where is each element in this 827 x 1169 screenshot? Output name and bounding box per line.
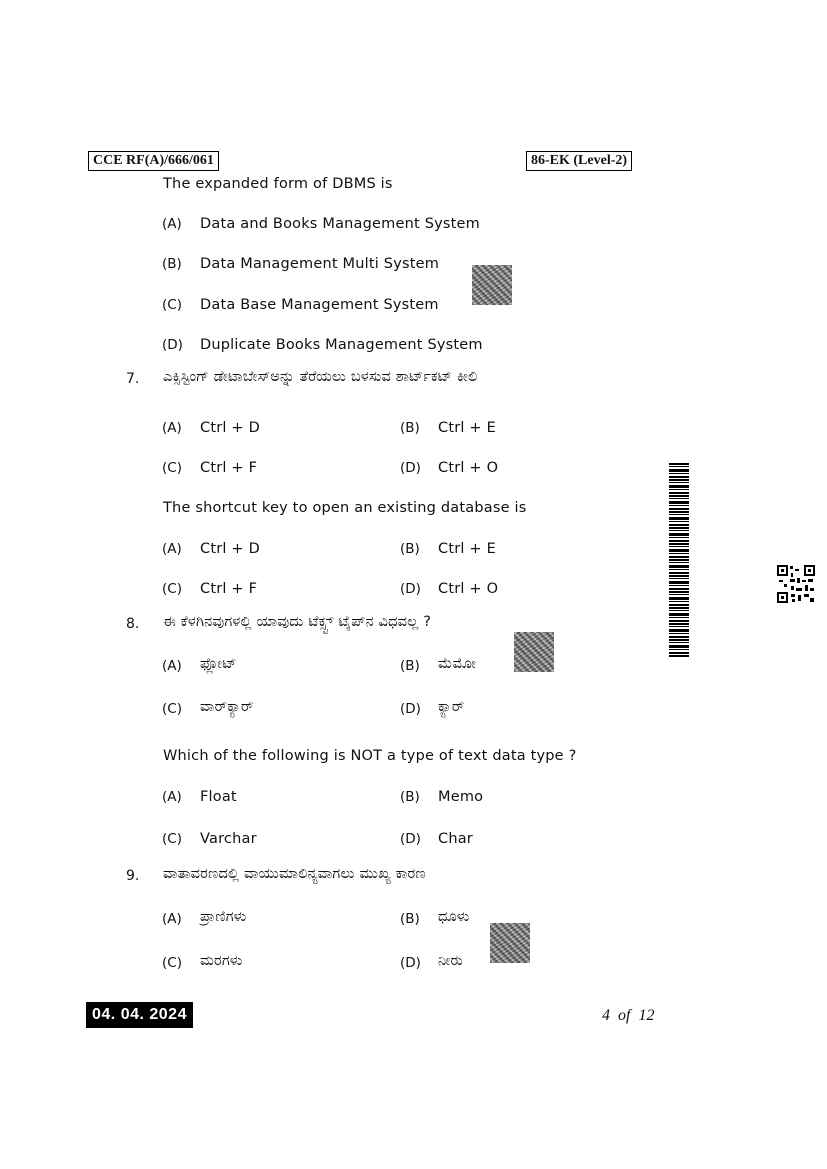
q8-en-option-a-label: (A)	[162, 789, 182, 805]
q7-kn-option-b-label: (B)	[400, 420, 420, 436]
q8-en-option-c-label: (C)	[162, 831, 182, 847]
q7-kn-option-a-label: (A)	[162, 420, 182, 436]
q7-en-option-a: Ctrl + D	[200, 541, 260, 557]
q7-en-option-d-label: (D)	[400, 581, 421, 597]
q9-kn-option-d: ನೀರು	[438, 953, 463, 969]
watermark-noise-pattern	[514, 632, 554, 672]
q8-kn-option-b: ಮೆಮೋ	[438, 656, 477, 672]
q6-option-b-label: (B)	[162, 256, 182, 272]
q7-en-option-c: Ctrl + F	[200, 581, 258, 597]
q6-option-a-label: (A)	[162, 216, 182, 232]
q9-question-kn: ವಾತಾವರಣದಲ್ಲಿ ವಾಯುಮಾಲಿನ್ಯವಾಗಲು ಮುಖ್ಯ ಕಾರಣ	[163, 866, 426, 882]
subject-code-box	[526, 151, 632, 171]
q7-kn-option-c: Ctrl + F	[200, 460, 258, 476]
q8-kn-option-a: ಫ್ಲೋಟ್	[200, 656, 237, 672]
q9-kn-option-b-label: (B)	[400, 911, 420, 927]
q8-question-kn: ಈ ಕೆಳಗಿನವುಗಳಲ್ಲಿ ಯಾವುದು ಟೆಕ್ಸ್ಟ್ ಟೈಪ್‌ನ ವಿಧವಲ್ಲ ?	[163, 614, 432, 630]
q8-kn-option-c-label: (C)	[162, 701, 182, 717]
q9-number: 9.	[126, 868, 140, 884]
q6-option-d: Duplicate Books Management System	[200, 337, 483, 353]
q6-option-b: Data Management Multi System	[200, 256, 440, 272]
q8-en-option-c: Varchar	[200, 831, 257, 847]
q8-en-option-b-label: (B)	[400, 789, 420, 805]
q7-question-en: The shortcut key to open an existing database is	[163, 500, 527, 516]
q7-kn-option-c-label: (C)	[162, 460, 182, 476]
q8-kn-option-a-label: (A)	[162, 658, 182, 674]
q9-kn-option-c-label: (C)	[162, 955, 182, 971]
q9-kn-option-b: ಧೂಳು	[438, 909, 470, 925]
exam-date: 04. 04. 2024	[92, 1006, 187, 1023]
q7-en-option-d: Ctrl + O	[438, 581, 499, 597]
q8-en-option-b: Memo	[438, 789, 484, 805]
q8-kn-option-b-label: (B)	[400, 658, 420, 674]
page-number: 4 of 12	[602, 1007, 655, 1024]
q7-kn-option-b: Ctrl + E	[438, 420, 496, 436]
q8-question-en: Which of the following is NOT a type of text data type ?	[163, 748, 577, 764]
q9-kn-option-a: ಪ್ರಾಣಿಗಳು	[200, 909, 247, 925]
q7-en-option-b-label: (B)	[400, 541, 420, 557]
q7-en-option-b: Ctrl + E	[438, 541, 496, 557]
q9-kn-option-a-label: (A)	[162, 911, 182, 927]
q9-kn-option-d-label: (D)	[400, 955, 421, 971]
q8-number: 8.	[126, 616, 140, 632]
exam-date-badge	[86, 1002, 193, 1028]
paper-code-box	[88, 151, 219, 171]
barcode-strip	[669, 463, 689, 657]
q8-kn-option-c: ವಾರ್‌ಕ್ಯಾರ್	[200, 699, 254, 715]
watermark-noise-pattern	[472, 265, 512, 305]
q8-en-option-d: Char	[438, 831, 473, 847]
q6-option-a: Data and Books Management System	[200, 216, 480, 232]
q7-kn-option-d: Ctrl + O	[438, 460, 499, 476]
qr-code-icon	[776, 564, 816, 604]
q7-en-option-a-label: (A)	[162, 541, 182, 557]
q6-question-en: The expanded form of DBMS is	[163, 176, 393, 192]
q6-option-d-label: (D)	[162, 337, 183, 353]
q8-en-option-d-label: (D)	[400, 831, 421, 847]
q8-kn-option-d: ಕ್ಯಾರ್	[438, 699, 465, 715]
paper-code: CCE RF(A)/666/061	[93, 153, 214, 168]
subject-code: 86-EK (Level-2)	[531, 153, 628, 168]
q7-kn-option-a: Ctrl + D	[200, 420, 260, 436]
q7-question-kn: ಎಕ್ಸಿಸ್ಟಿಂಗ್ ಡೇಟಾಬೇಸ್‌ಅನ್ನು ತೆರೆಯಲು ಬಳಸುವ ಶಾರ್ಟ್‌ಕಟ್ ಕೀಲಿ	[163, 369, 478, 385]
q7-kn-option-d-label: (D)	[400, 460, 421, 476]
q8-en-option-a: Float	[200, 789, 237, 805]
q7-number: 7.	[126, 371, 140, 387]
q6-option-c-label: (C)	[162, 297, 182, 313]
q6-option-c: Data Base Management System	[200, 297, 439, 313]
watermark-noise-pattern	[490, 923, 530, 963]
q8-kn-option-d-label: (D)	[400, 701, 421, 717]
q7-en-option-c-label: (C)	[162, 581, 182, 597]
q9-kn-option-c: ಮರಗಳು	[200, 953, 243, 969]
